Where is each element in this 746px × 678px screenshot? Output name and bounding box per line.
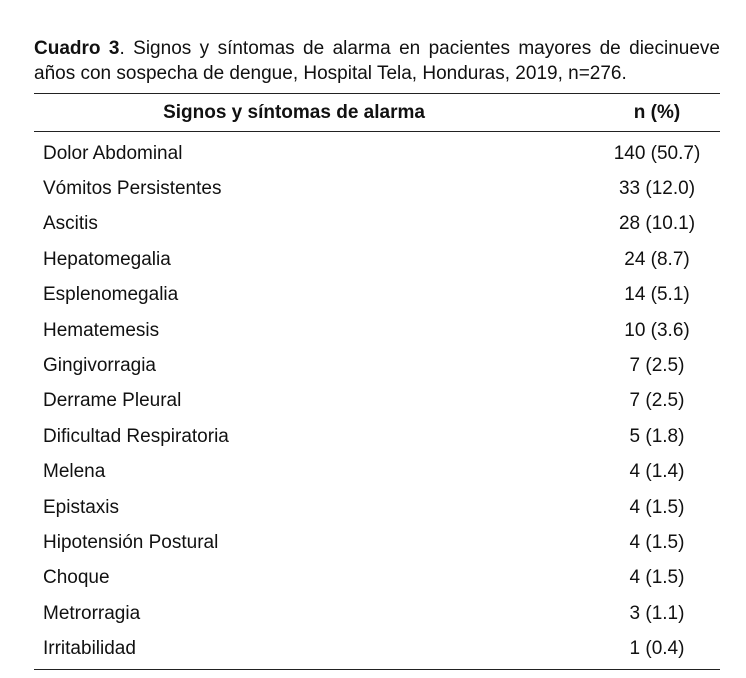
table-row	[34, 455, 720, 490]
cell-sign: Dolor Abdominal	[43, 142, 183, 164]
table-row	[34, 490, 720, 525]
cell-sign: Vómitos Persistentes	[43, 178, 222, 200]
cell-n-percent: 33 (12.0)	[618, 178, 696, 200]
cell-n-percent: 3 (1.1)	[629, 602, 685, 624]
caption-label: Cuadro 3	[34, 38, 120, 59]
cell-sign: Metrorragia	[43, 602, 141, 624]
cell-n-percent: 5 (1.8)	[629, 425, 685, 447]
cell-n-percent: 4 (1.4)	[629, 461, 685, 483]
cell-n-percent: 4 (1.5)	[629, 496, 685, 518]
cell-sign: Choque	[43, 567, 110, 589]
caption-text: . Signos y síntomas de alarma en pacientes mayores de diecinueve años con sospecha de dengue, Hospital Tela, Honduras, 2019, n=276.	[34, 38, 720, 84]
table-body	[34, 132, 720, 669]
cell-sign: Epistaxis	[43, 496, 120, 518]
cell-n-percent: 4 (1.5)	[629, 531, 685, 553]
cell-n-percent: 7 (2.5)	[629, 355, 685, 377]
table-row	[34, 313, 720, 348]
table-row	[34, 384, 720, 419]
table-row	[34, 525, 720, 560]
alarm-signs-table	[34, 93, 720, 670]
cell-sign: Ascitis	[43, 213, 98, 235]
table-row	[34, 596, 720, 631]
cell-sign: Hepatomegalia	[43, 248, 171, 270]
cell-n-percent: 7 (2.5)	[629, 390, 685, 412]
cell-sign: Hematemesis	[43, 319, 160, 341]
cell-sign: Irritabilidad	[43, 638, 136, 660]
cell-sign: Dificultad Respiratoria	[43, 425, 229, 447]
table-caption	[34, 36, 720, 86]
table-row	[34, 631, 720, 666]
table-row	[34, 171, 720, 206]
table-row	[34, 419, 720, 454]
cell-sign: Gingivorragia	[43, 355, 156, 377]
cell-n-percent: 28 (10.1)	[618, 213, 696, 235]
header-n-percent: n (%)	[633, 101, 681, 123]
cell-n-percent: 4 (1.5)	[629, 567, 685, 589]
table-row	[34, 561, 720, 596]
cell-n-percent: 1 (0.4)	[629, 638, 685, 660]
table-row	[34, 348, 720, 383]
cell-sign: Melena	[43, 461, 106, 483]
header-signs: Signos y síntomas de alarma	[163, 101, 425, 123]
cell-n-percent: 10 (3.6)	[624, 319, 690, 341]
cell-n-percent: 140 (50.7)	[613, 142, 701, 164]
cell-n-percent: 14 (5.1)	[624, 284, 690, 306]
cell-n-percent: 24 (8.7)	[624, 248, 690, 270]
table-row	[34, 242, 720, 277]
table-header-row	[34, 94, 720, 132]
cell-sign: Hipotensión Postural	[43, 531, 219, 553]
table-row	[34, 207, 720, 242]
cell-sign: Esplenomegalia	[43, 284, 179, 306]
table-row	[34, 278, 720, 313]
cell-sign: Derrame Pleural	[43, 390, 182, 412]
table-row	[34, 136, 720, 171]
